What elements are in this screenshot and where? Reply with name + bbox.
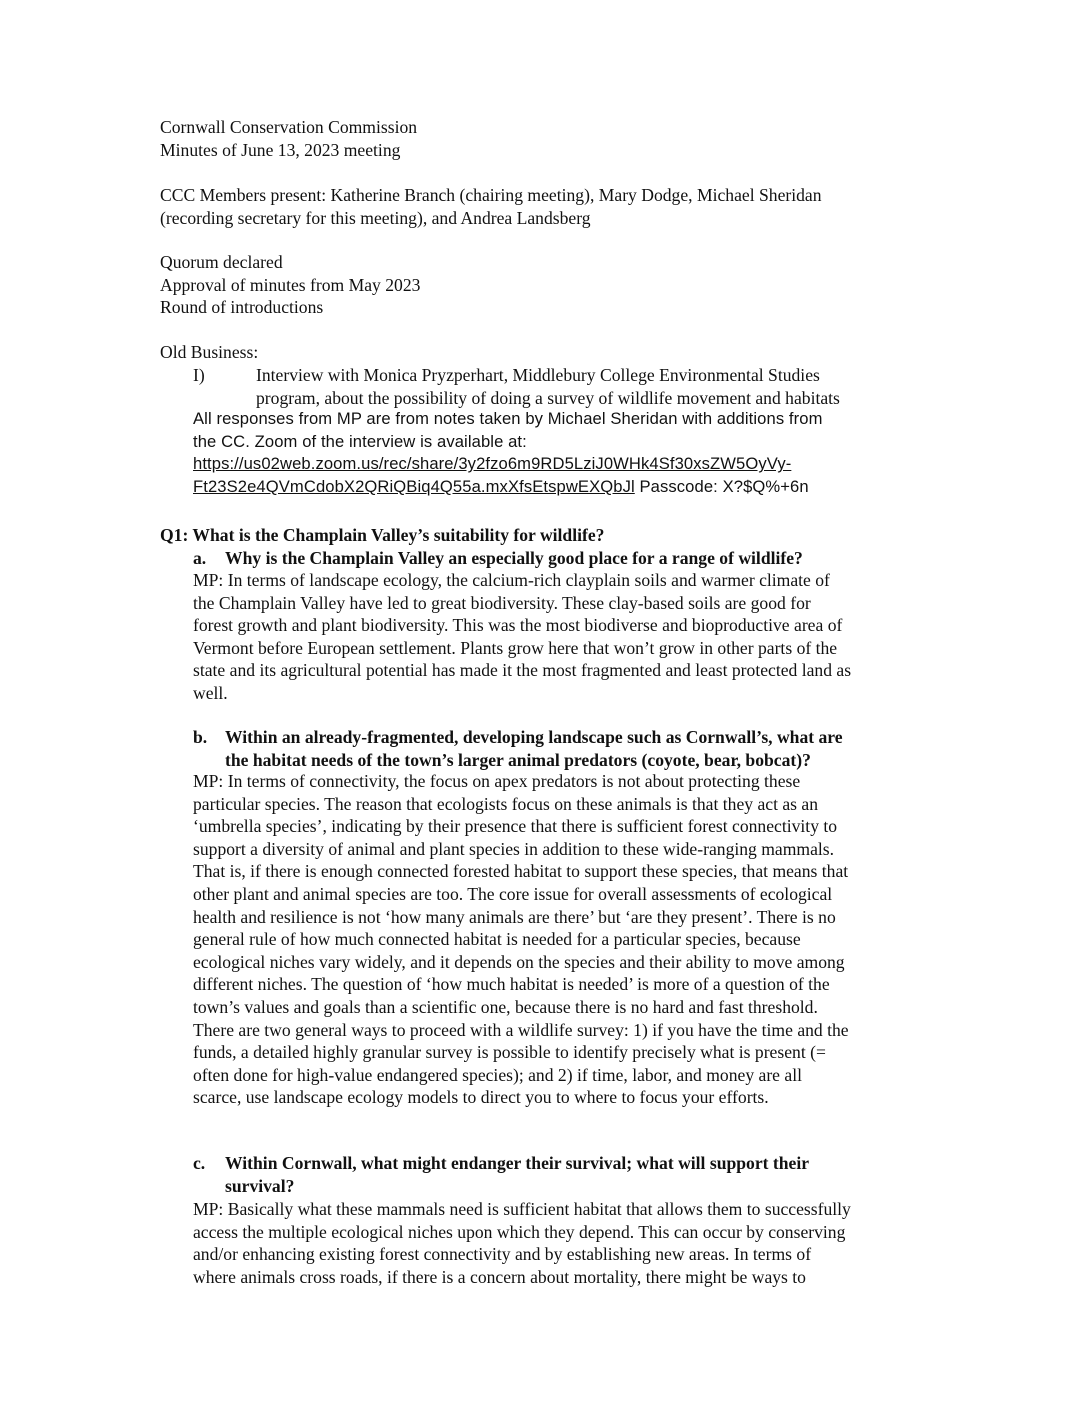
answer-line: That is, if there is enough connected forested habitat to support these species, that means that — [193, 861, 849, 882]
answer-line: MP: In terms of connectivity, the focus on apex predators is not about protecting these — [193, 771, 801, 791]
quorum-line: Quorum declared — [160, 252, 283, 272]
q1-b-question — [193, 726, 933, 771]
answer-line: general rule of how much connected habitat is needed for a particular species, because — [193, 929, 801, 950]
notes-line-1: All responses from MP are from notes taken by Michael Sheridan with additions from — [193, 409, 823, 428]
answer-line: particular species. The reason that ecologists focus on these animals is that they act as an — [193, 793, 819, 814]
answer-line: other plant and animal species are too. The core issue for overall assessments of ecological — [193, 883, 833, 904]
answer-line: the Champlain Valley have led to great biodiversity. These clay-based soils are good for — [193, 592, 811, 613]
org-name: Cornwall Conservation Commission — [160, 117, 418, 137]
q1-c-question-line-1: Within Cornwall, what might endanger their survival; what will support their — [225, 1153, 810, 1173]
answer-line: There are two general ways to proceed with a wildlife survey: 1) if you have the time and the — [193, 1019, 849, 1040]
answer-line: often done for high-value endangered species); and 2) if time, labor, and money are all — [193, 1064, 802, 1085]
q1-heading: Q1: What is the Champlain Valley’s suitability for wildlife? — [160, 525, 605, 545]
q1-b-answer — [193, 770, 928, 1109]
item-number: I) — [193, 365, 205, 385]
notes-line-2: the CC. Zoom of the interview is available at: — [193, 431, 527, 451]
zoom-link-part-1[interactable]: https://us02web.zoom.us/rec/share/3y2fzo6m9RD5LziJ0WHk4Sf30xsZW5OyVy- — [193, 454, 792, 474]
answer-line: ‘umbrella species’, indicating by their presence that there is sufficient forest connectivity to — [193, 816, 838, 837]
q1-b-question-line-1: Within an already-fragmented, developing landscape such as Cornwall’s, what are — [225, 727, 843, 747]
answer-line: forest growth and plant biodiversity. This was the most biodiverse and bioproductive area of — [193, 615, 843, 636]
document-header — [160, 116, 940, 161]
interview-notes — [193, 408, 928, 498]
interview-line-1: Interview with Monica Pryzperhart, Middlebury College Environmental Studies — [256, 365, 820, 385]
members-line-1: CCC Members present: Katherine Branch (chairing meeting), Mary Dodge, Michael Sheridan — [160, 185, 822, 205]
q1-a-question — [193, 547, 933, 570]
agenda-list — [160, 251, 940, 319]
q1-a-letter: a. — [193, 548, 207, 568]
passcode-text: Passcode: X?$Q%+6n — [634, 476, 809, 496]
answer-line: scarce, use landscape ecology models to direct you to where to focus your efforts. — [193, 1087, 769, 1108]
answer-line: ecological niches vary widely, and it depends on the species and their ability to move among — [193, 951, 845, 972]
q1-a-answer — [193, 569, 928, 705]
answer-line: different niches. The question of ‘how much habitat is needed’ is more of a question of the — [193, 974, 830, 995]
members-line-2: (recording secretary for this meeting), and Andrea Landsberg — [160, 207, 591, 228]
q1-c-question — [193, 1152, 933, 1197]
answer-line: state and its agricultural potential has made it the most fragmented and least protected land as — [193, 660, 852, 681]
answer-line: Vermont before European settlement. Plants grow here that won’t grow in other parts of the — [193, 637, 838, 658]
answer-line: funds, a detailed highly granular survey is possible to identify precisely what is present (= — [193, 1042, 826, 1063]
q1-c-answer — [193, 1198, 928, 1288]
interview-item — [256, 364, 936, 409]
q1-b-letter: b. — [193, 727, 208, 747]
q1-c-letter: c. — [193, 1153, 206, 1173]
answer-line: access the multiple ecological niches upon which they depend. This can occur by conserving — [193, 1221, 846, 1242]
answer-line: support a diversity of animal and plant species in addition to these wide-ranging mammals. — [193, 838, 835, 859]
answer-line: town’s values and goals than a scientific one, because there is no hard and fast threshold. — [193, 996, 818, 1017]
old-business-heading: Old Business: — [160, 342, 259, 362]
q1-b-question-line-2: the habitat needs of the town’s larger animal predators (coyote, bear, bobcat)? — [225, 749, 811, 770]
minutes-date: Minutes of June 13, 2023 meeting — [160, 139, 401, 160]
members-present — [160, 184, 940, 229]
answer-line: and/or enhancing existing forest connectivity and by establishing new areas. In terms of — [193, 1244, 812, 1265]
answer-line: MP: Basically what these mammals need is sufficient habitat that allows them to successfully — [193, 1199, 851, 1219]
answer-line: MP: In terms of landscape ecology, the calcium-rich clayplain soils and warmer climate of — [193, 570, 830, 590]
interview-line-2: program, about the possibility of doing a survey of wildlife movement and habitats — [256, 387, 840, 408]
introductions-line: Round of introductions — [160, 297, 324, 318]
zoom-link-part-2[interactable]: Ft23S2e4QVmCdobX2QRiQBiq4Q55a.mxXfsEtspwEXQbJl — [193, 476, 635, 496]
q1-c-question-line-2: survival? — [225, 1175, 295, 1196]
answer-line: health and resilience is not ‘how many animals are there’ but ‘are they present’. There is no — [193, 906, 836, 927]
answer-line: well. — [193, 682, 228, 703]
approval-line: Approval of minutes from May 2023 — [160, 274, 421, 295]
answer-line: where animals cross roads, if there is a concern about mortality, there might be ways to — [193, 1266, 806, 1287]
q1-a-question-text: Why is the Champlain Valley an especially good place for a range of wildlife? — [225, 548, 803, 568]
